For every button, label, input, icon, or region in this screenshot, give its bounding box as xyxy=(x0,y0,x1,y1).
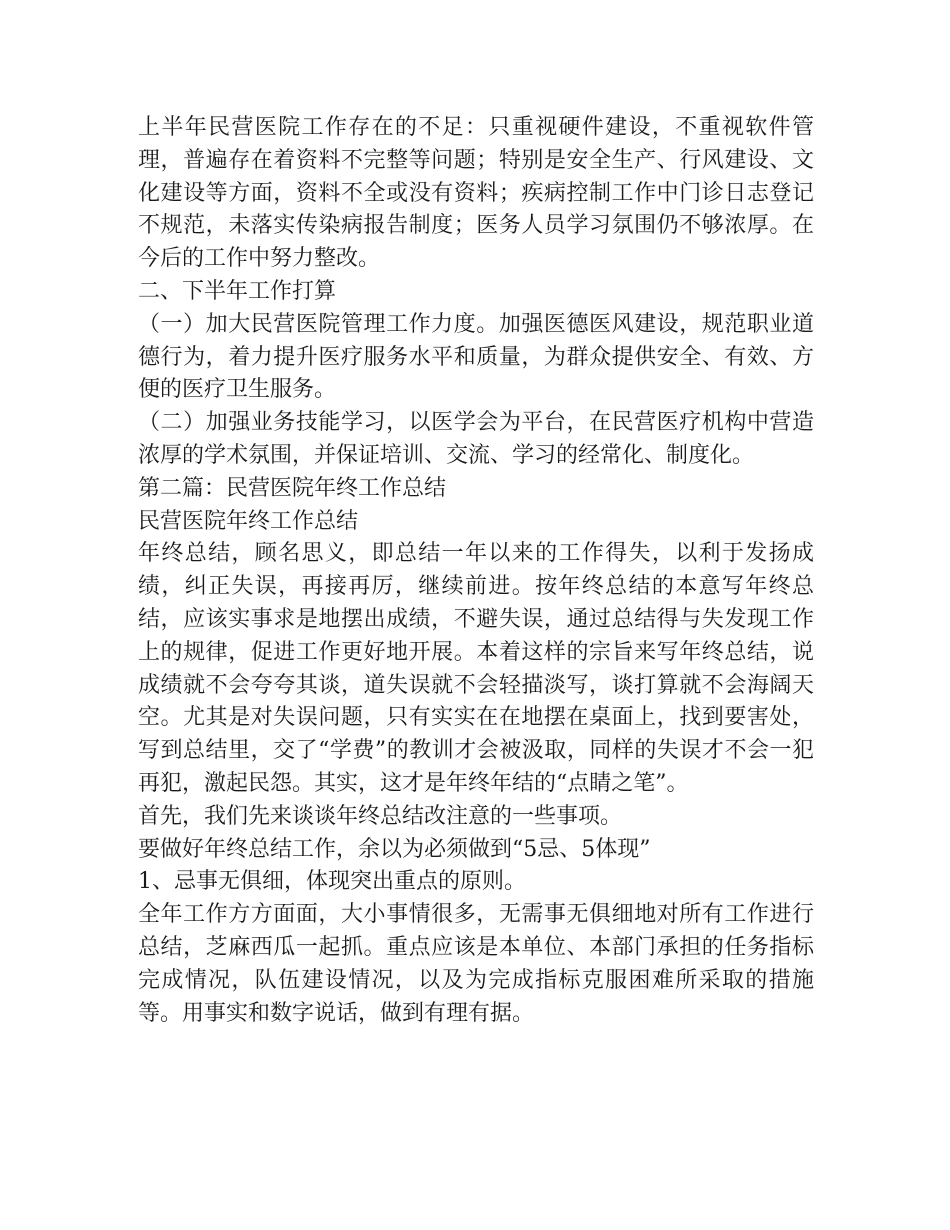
paragraph-notes-intro: 首先，我们先来谈谈年终总结改注意的一些事项。 xyxy=(138,803,623,829)
heading-part-two: 第二篇：民营医院年终工作总结 xyxy=(138,475,447,501)
heading-rule-1: 1、忌事无俱细，体现突出重点的原则。 xyxy=(138,869,526,895)
paragraph-shortcomings: 上半年民营医院工作存在的不足：只重视硬件建设，不重视软件管理，普遍存在着资料不完整等问题；特别是安全生产、行风建设、文化建设等方面，资料不全或没有资料；疾病控制工作中门诊日志登记不规范，未落实传染病报告制度；医务人员学习氛围仍不够浓厚。在今后的工作中努力整改。 xyxy=(138,115,814,272)
paragraph-summary-intro: 年终总结，顾名思义，即总结一年以来的工作得失，以利于发扬成绩，纠正失误，再接再厉，继续前进。按年终总结的本意写年终总结，应该实事求是地摆出成绩，不避失误，通过总结得与失发现工作上的规律，促进工作更好地开展。本着这样的宗旨来写年终总结，说成绩就不会夸夸其谈，道失误就不会轻描淡写，谈打算就不会海阔天空。尤其是对失误问题，只有实实在在地摆在桌面上，找到要害处，写到总结里，交了“学费”的教训才会被汲取，同样的失误才不会一犯再犯，激起民怨。其实，这才是年终年结的“点睛之笔”。 xyxy=(138,541,814,796)
paragraph-rule-1-detail: 全年工作方方面面，大小事情很多，无需事无俱细地对所有工作进行总结，芝麻西瓜一起抓。重点应该是本单位、本部门承担的任务指标完成情况，队伍建设情况，以及为完成指标克服困难所采取的措施等。用事实和数字说话，做到有理有据。 xyxy=(138,902,814,1026)
paragraph-plan-item-1: （一）加大民营医院管理工作力度。加强医德医风建设，规范职业道德行为，着力提升医疗服务水平和质量，为群众提供安全、有效、方便的医疗卫生服务。 xyxy=(138,311,814,403)
document-body xyxy=(138,112,814,1030)
heading-year-end-summary: 民营医院年终工作总结 xyxy=(138,508,359,534)
paragraph-plan-item-2: （二）加强业务技能学习，以医学会为平台，在民营医疗机构中营造浓厚的学术氛围，并保证培训、交流、学习的经常化、制度化。 xyxy=(138,410,814,468)
paragraph-five-rules: 要做好年终总结工作，余以为必须做到“5忌、5体现” xyxy=(138,836,651,862)
heading-second-half-plan: 二、下半年工作打算 xyxy=(138,278,337,304)
